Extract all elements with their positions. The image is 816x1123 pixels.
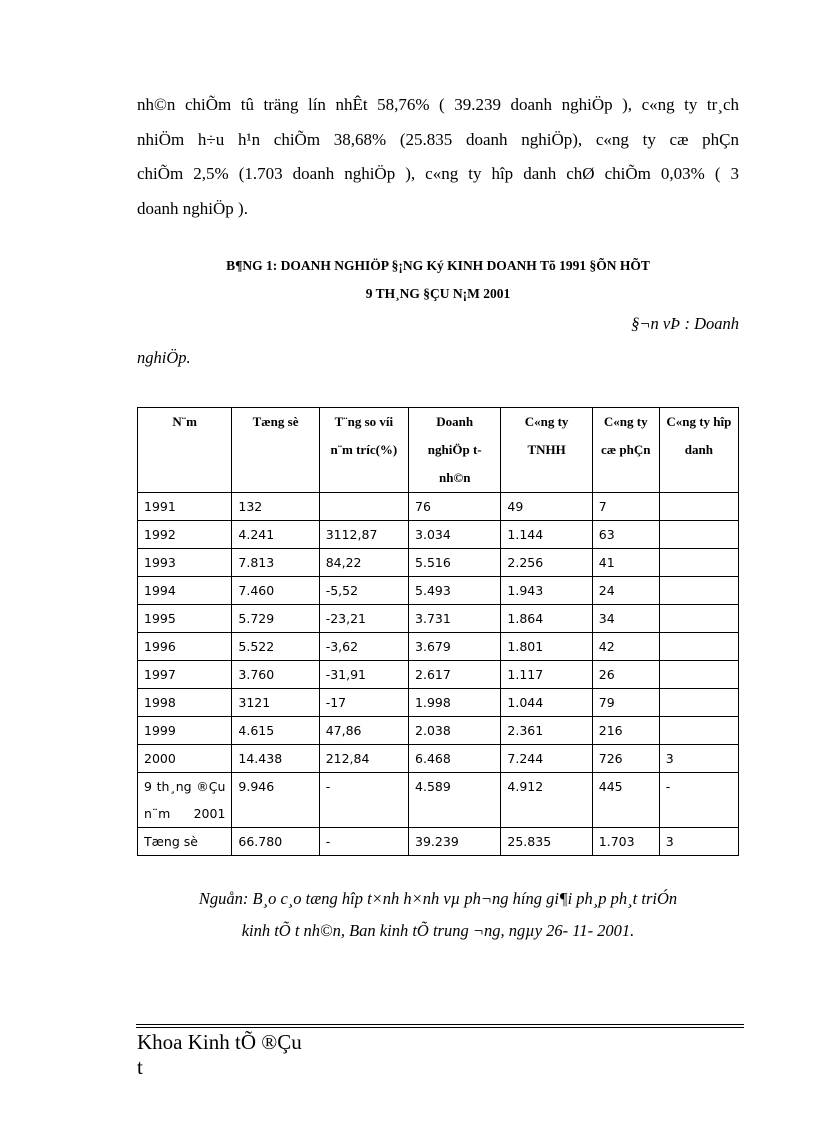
table-cell: 1997 [138,661,232,689]
table-cell: 4.912 [501,773,592,828]
table-cell: 726 [592,745,659,773]
table-cell: 42 [592,633,659,661]
table-cell: 84,22 [319,549,408,577]
unit-line: §¬n vÞ : Doanh [631,314,739,333]
table-cell [659,689,738,717]
table-cell: 4.589 [409,773,501,828]
table-cell [659,605,738,633]
table-cell: 1999 [138,717,232,745]
table-cell: 2.038 [409,717,501,745]
table-cell: 79 [592,689,659,717]
table-cell: 3.731 [409,605,501,633]
unit-note [137,307,739,375]
table-cell: 1.703 [592,828,659,856]
table-cell: 3 [659,745,738,773]
table-cell: 66.780 [232,828,319,856]
table-cell: 132 [232,493,319,521]
table-cell: 1995 [138,605,232,633]
table-cell: 7.813 [232,549,319,577]
enterprise-table [137,407,739,856]
table-cell: 24 [592,577,659,605]
header-cell: C«ng ty TNHH [501,408,592,493]
table-cell: 7.244 [501,745,592,773]
table-cell: 1.044 [501,689,592,717]
table-cell: 1.864 [501,605,592,633]
table-cell [659,493,738,521]
table-cell: 9.946 [232,773,319,828]
table-cell: -31,91 [319,661,408,689]
table-cell: 1994 [138,577,232,605]
header-cell: N¨m [138,408,232,493]
table-row [138,633,739,661]
table-cell: Tæng sè [138,828,232,856]
table-cell: 1998 [138,689,232,717]
table-row [138,493,739,521]
table-cell: 212,84 [319,745,408,773]
table-cell: 2.256 [501,549,592,577]
table-cell: 5.729 [232,605,319,633]
table-cell: -5,52 [319,577,408,605]
table-cell: 1.117 [501,661,592,689]
table-cell [659,577,738,605]
intro-line: nhiÖm h÷u h¹n chiÕm 38,68% (25.835 doanh nghiÖp), c«ng ty cæ phÇn [137,129,739,149]
table-cell: 1.801 [501,633,592,661]
table-header-row [138,408,739,493]
table-cell: -17 [319,689,408,717]
intro-line: chiÕm 2,5% (1.703 doanh nghiÖp ), c«ng ty hîp danh chØ chiÕm 0,03% ( 3 [137,164,739,183]
table-cell: 1.943 [501,577,592,605]
table-cell: 1993 [138,549,232,577]
table-cell [319,493,408,521]
table-row [138,717,739,745]
table-row [138,773,739,828]
footer-text: Khoa Kinh tÕ ®Çu t [137,1030,302,1079]
header-cell: Tæng sè [232,408,319,493]
table-cell: 1991 [138,493,232,521]
footer-rule [136,1027,744,1028]
table-cell: 2.617 [409,661,501,689]
table-cell: 5.522 [232,633,319,661]
table-cell: 14.438 [232,745,319,773]
table-cell: 7 [592,493,659,521]
table-cell: 49 [501,493,592,521]
table-cell: 47,86 [319,717,408,745]
table-cell [659,633,738,661]
table-cell: 9 th¸ng ®Çu n¨m 2001 [138,773,232,828]
intro-line: doanh nghiÖp ). [137,198,248,218]
table-cell: 26 [592,661,659,689]
table-cell: 76 [409,493,501,521]
table-cell: - [319,773,408,828]
header-cell: T¨ng so víi n¨m tríc(%) [319,408,408,493]
footer-rule [136,1024,744,1025]
table-cell: 7.460 [232,577,319,605]
header-cell: Doanh nghiÖp t nh©n [409,408,501,493]
table-cell: - [319,828,408,856]
table-cell: 3.679 [409,633,501,661]
table-row [138,549,739,577]
table-cell: -3,62 [319,633,408,661]
table-cell: - [659,773,738,828]
table-cell: 4.615 [232,717,319,745]
unit-line: nghiÖp. [137,348,191,367]
table-cell [659,549,738,577]
table-cell: 1996 [138,633,232,661]
table-cell: 1.144 [501,521,592,549]
table-cell: 39.239 [409,828,501,856]
table-row [138,661,739,689]
table-cell: 3.760 [232,661,319,689]
table-row [138,521,739,549]
table-cell: 3112,87 [319,521,408,549]
table-cell: 3 [659,828,738,856]
table-cell: 25.835 [501,828,592,856]
table-cell [659,521,738,549]
table-cell: 4.241 [232,521,319,549]
table-cell: 63 [592,521,659,549]
table-cell: 41 [592,549,659,577]
table-cell: 445 [592,773,659,828]
table-row [138,689,739,717]
table-cell: 2000 [138,745,232,773]
table-row [138,828,739,856]
table-cell [659,661,738,689]
intro-line: nh©n chiÕm tû träng lín nhÊt 58,76% ( 39.239 doanh nghiÖp ), c«ng ty tr¸ch [137,95,739,114]
table-row [138,577,739,605]
table-cell: 34 [592,605,659,633]
source-line-1: Nguån: B¸o c¸o tæng hîp t×nh h×nh vµ ph¬ng híng gi¶i ph¸p ph¸t triÓn [198,889,678,908]
header-cell: C«ng ty cæ phÇn [592,408,659,493]
table-cell: 3121 [232,689,319,717]
table-row [138,745,739,773]
source-line-2: kinh tÕ t nh©n, Ban kinh tÕ trung ¬ng, ngµy 26- 11- 2001. [241,921,635,940]
table-cell: 1.998 [409,689,501,717]
table-cell: 3.034 [409,521,501,549]
table-cell: 1992 [138,521,232,549]
table-title-line-1: B¶NG 1: DOANH NGHIÖP §¡NG Ký KINH DOANH Tõ 1991 §ÕN HÕT [226,258,650,273]
table-cell: 2.361 [501,717,592,745]
table-cell: 5.493 [409,577,501,605]
intro-paragraph [137,88,739,226]
table-cell: -23,21 [319,605,408,633]
table-cell: 5.516 [409,549,501,577]
table-cell: 216 [592,717,659,745]
table-title-line-2: 9 TH¸NG §ÇU N¡M 2001 [365,286,511,301]
header-cell: C«ng ty hîp danh [659,408,738,493]
table-row [138,605,739,633]
table-cell [659,717,738,745]
table-cell: 6.468 [409,745,501,773]
